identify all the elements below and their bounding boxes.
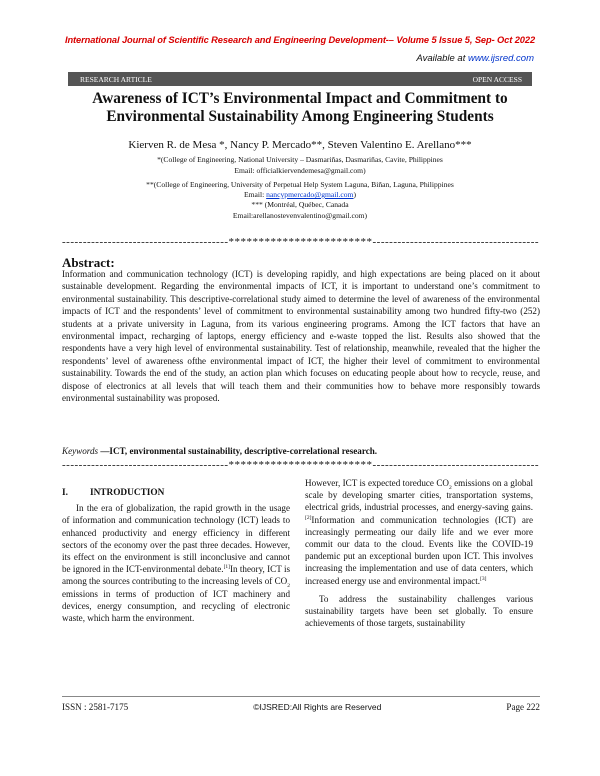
intro-text-b: In theory, ICT is among the sources contributing to the increasing levels of CO xyxy=(62,564,291,587)
citation-2: [2] xyxy=(305,514,312,521)
affiliation-2: **(College of Engineering, University of Perpetual Help System Laguna, Biñan, Laguna, Philippines xyxy=(146,180,454,189)
abstract-heading: Abstract: xyxy=(62,255,115,270)
paper-title xyxy=(40,90,560,126)
right-column xyxy=(305,477,533,629)
page-number: Page 222 xyxy=(506,702,540,712)
available-prefix: Available at xyxy=(416,53,468,64)
keywords-line xyxy=(62,446,540,456)
section-heading-introduction xyxy=(62,487,290,499)
journal-title: International Journal of Scientific Research and Engineering Development-– Volume 5 Issue 5, Sep- Oct 2022 xyxy=(64,35,536,45)
journal-website-link[interactable]: www.ijsred.com xyxy=(468,53,534,64)
intro-paragraph-2 xyxy=(305,477,533,587)
co2-subscript: 2 xyxy=(287,583,290,590)
affiliation-2-email xyxy=(0,190,600,199)
intro-paragraph-3: To address the sustainability challenges various sustainability targets have been set globally. To ensure achievements of those targets, sustainability xyxy=(305,593,533,629)
article-type-bar xyxy=(68,72,532,86)
intro-paragraph-1 xyxy=(62,502,290,624)
separator-bottom: ----------------------------------------************************---------------------------------------- xyxy=(62,459,540,471)
title-line-1: Awareness of ICT’s Environmental Impact and Commitment to xyxy=(92,90,508,107)
affiliation-1: *(College of Engineering, National University – Dasmariñas, Dasmariñas, Cavite, Philippines xyxy=(157,155,443,164)
email-prefix: Email: xyxy=(243,190,267,199)
footer-divider xyxy=(62,696,540,697)
section-title: INTRODUCTION xyxy=(89,488,165,498)
intro-text-f: Information and communication technologies (ICT) are increasingly permeating our daily life and we ever more commit our data to the cloud. Events like the COVID-19 pandemic put an exceptional burden upon ICT. This involves increasing the implementation and use of data centers, which increased energy use and environmental impact. xyxy=(305,514,533,586)
copyright-label: ©IJSRED:All Rights are Reserved xyxy=(253,702,382,712)
separator-top: ----------------------------------------************************---------------------------------------- xyxy=(62,236,540,248)
abstract-body: Information and communication technology (ICT) is developing rapidly, and high expectations are being placed on it about sustainable development. Regarding the environmental impacts of ICT, it is important to understand one’s commitment to environmental sustainability. This descriptive-correlational study aimed to determine the level of awareness of the environmental impacts of ICT and the respondents’ level of commitment to environmental sustainability among two hundred fifty-two (252) students at a private university in Laguna, from its various engineering programs. Among the ICT factors that have an environmental impact, recharging of laptops, energy efficiency and e-waste topped the list. Results also showed that the respondents have a very high level of environmental sustainability. Test of relationship, meanwhile, revealed that the higher the respondents’ level of awareness ofthe environmental impact of ICT, the higher their level of commitment to environmental sustainability. Towards the end of the study, an action plan which focuses on educating people about how to recycle, reuse, and dispose of electronics at all levels that will teach them and their communities how to behave more responsibly towards environmental sustainability was proposed. xyxy=(62,269,540,404)
affiliation-1-email: Email: officialkiervendemesa@gmail.com) xyxy=(234,166,366,175)
affiliation-3-email: Email:arellanostevenvalentino@gmail.com) xyxy=(232,211,368,220)
co2-subscript-2: 2 xyxy=(448,484,452,491)
article-type-label: RESEARCH ARTICLE xyxy=(80,74,152,84)
title-line-2: Environmental Sustainability Among Engineering Students xyxy=(106,108,494,125)
left-column xyxy=(62,481,290,624)
page-footer xyxy=(62,702,540,712)
issn-label: ISSN : 2581-7175 xyxy=(62,702,129,712)
affiliation-3: *** (Montréal, Québec, Canada xyxy=(251,200,349,209)
intro-text-a: In the era of globalization, the rapid growth in the usage of information and communication technology (ICT) leads to enhanced productivity and energy efficiency in different sectors of the economy over the past three decades. However, its effect on the environment is still inconclusive and cannot be ignored in the ICT-environmental debate. xyxy=(62,503,290,575)
section-number: I. xyxy=(62,488,68,498)
email-suffix: ) xyxy=(353,190,356,199)
intro-text-d: However, ICT is expected toreduce CO xyxy=(305,478,449,488)
keywords-text: —ICT, environmental sustainability, descriptive-correlational research. xyxy=(98,446,378,456)
citation-3: [3] xyxy=(480,575,487,582)
author-email-link[interactable]: nancypmercado@gmail.com xyxy=(266,190,354,199)
availability-line xyxy=(416,53,534,64)
intro-text-e: emissions on a global scale by developing smarter cities, transportation systems, electrical grids, industrial processes, and energy-saving gains. xyxy=(305,478,533,513)
keywords-label: Keywords xyxy=(62,446,99,456)
author-list: Kierven R. de Mesa *, Nancy P. Mercado**, Steven Valentino E. Arellano*** xyxy=(128,139,472,151)
citation-1: [1] xyxy=(223,564,230,571)
access-label: OPEN ACCESS xyxy=(472,74,522,84)
intro-text-c: emissions in terms of production of ICT machinery and devices, energy consumption, and recycling of electronic waste, which harm the environment. xyxy=(62,588,290,624)
